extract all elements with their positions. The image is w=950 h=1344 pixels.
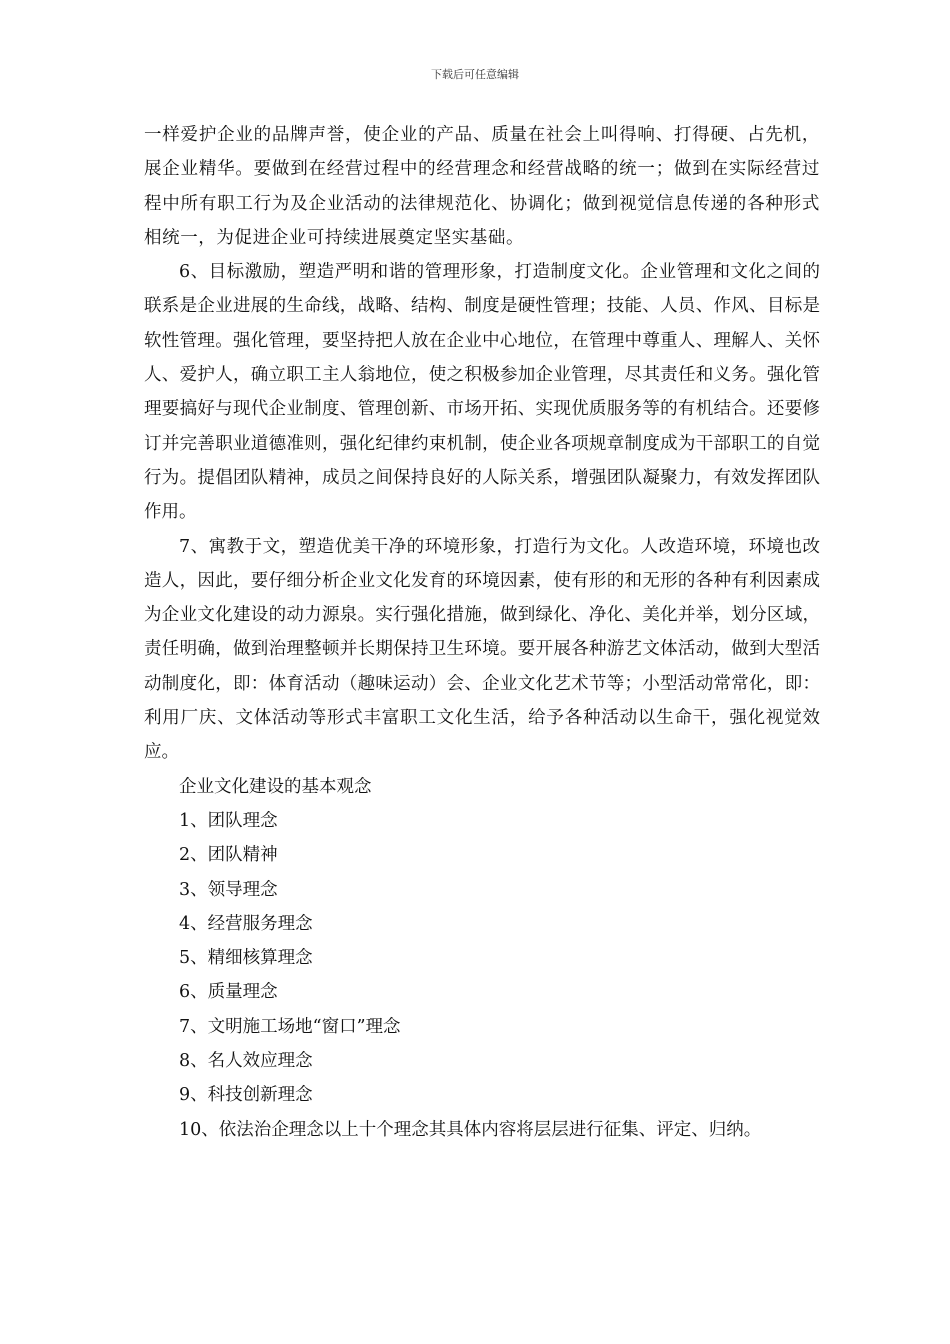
paragraph-continuation: 一样爱护企业的品牌声誉，使企业的产品、质量在社会上叫得响、打得硬、占先机，展企业精华。要做到在经营过程中的经营理念和经营战略的统一；做到在实际经营过程中所有职工行为及企业活动的法律规范化、协调化；做到视觉信息传递的各种形式相统一，为促进企业可持续进展奠定坚实基础。: [144, 125, 820, 248]
list-item: 9、科技创新理念: [179, 1085, 313, 1106]
page-header: 下载后可任意编辑: [431, 68, 519, 81]
list-item: 2、团队精神: [179, 845, 278, 866]
list-item: 3、领导理念: [179, 879, 278, 900]
paragraph-item-7: 7、寓教于文，塑造优美干净的环境形象，打造行为文化。人改造环境，环境也改造人，因此，要仔细分析企业文化发育的环境因素，使有形的和无形的各种有利因素成为企业文化建设的动力源泉。实行强化措施，做到绿化、净化、美化并举，划分区域，责任明确，做到治理整顿并长期保持卫生环境。要开展各种游艺文体活动，做到大型活动制度化，即：体育活动（趣味运动）会、企业文化艺术节等；小型活动常常化，即：利用厂庆、文体活动等形式丰富职工文化生活，给予各种活动以生命干，强化视觉效应。: [144, 536, 820, 763]
list-item: 8、名人效应理念: [179, 1051, 313, 1072]
list-item: 6、质量理念: [179, 982, 278, 1003]
list-item: 5、精细核算理念: [179, 948, 313, 969]
document-body: [144, 118, 820, 1147]
section-title: 企业文化建设的基本观念: [179, 776, 372, 797]
list-item: 4、经营服务理念: [179, 913, 313, 934]
list-item: 1、团队理念: [179, 810, 278, 831]
list-item: 10、依法治企理念以上十个理念其具体内容将层层进行征集、评定、归纳。: [179, 1119, 762, 1140]
paragraph-item-6: 6、目标激励，塑造严明和谐的管理形象，打造制度文化。企业管理和文化之间的联系是企业进展的生命线，战略、结构、制度是硬性管理；技能、人员、作风、目标是软性管理。强化管理，要坚持把人放在企业中心地位，在管理中尊重人、理解人、关怀人、爱护人，确立职工主人翁地位，使之积极参加企业管理，尽其责任和义务。强化管理要搞好与现代企业制度、管理创新、市场开拓、实现优质服务等的有机结合。还要修订并完善职业道德准则，强化纪律约束机制，使企业各项规章制度成为干部职工的自觉行为。提倡团队精神，成员之间保持良好的人际关系，增强团队凝聚力，有效发挥团队作用。: [144, 262, 820, 523]
list-item: 7、文明施工场地“窗口”理念: [179, 1016, 401, 1037]
